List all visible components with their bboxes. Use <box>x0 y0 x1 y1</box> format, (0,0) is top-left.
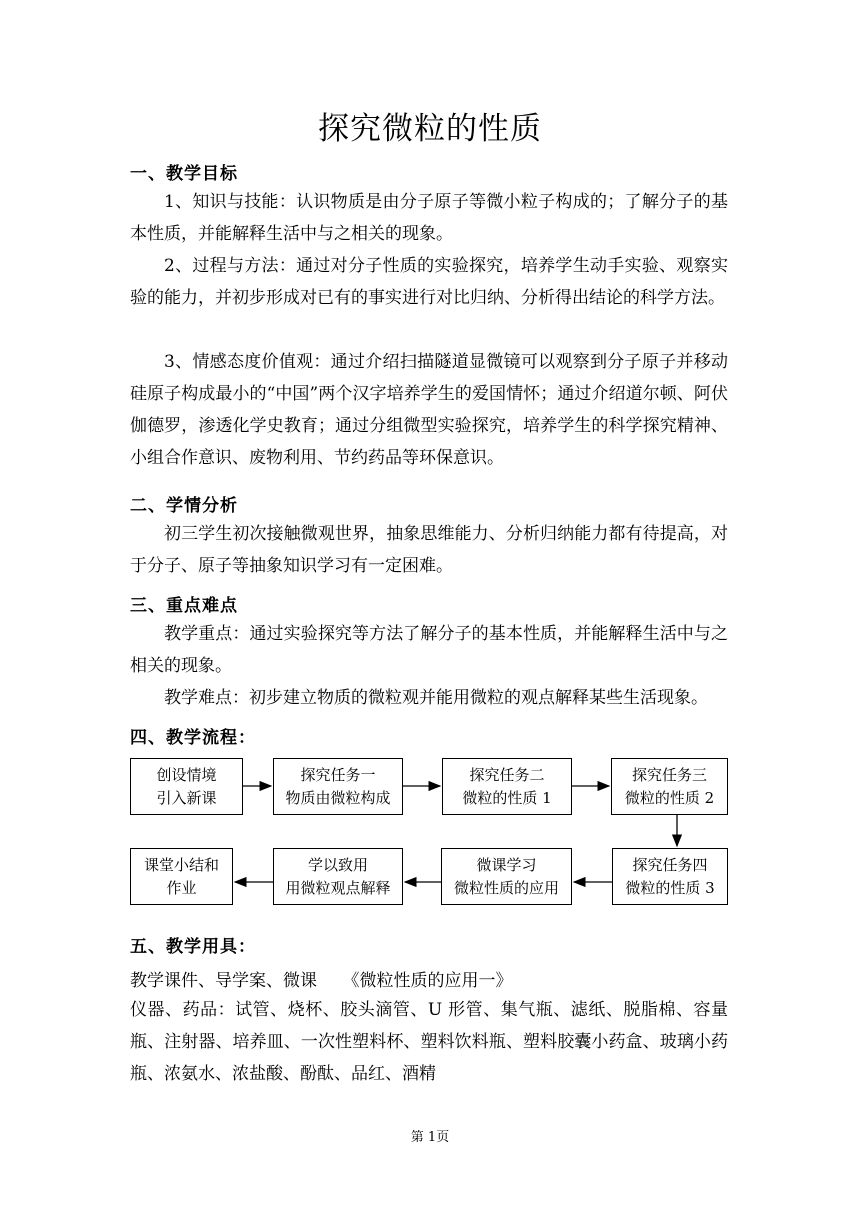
flow-box-line: 创设情境 <box>156 765 217 784</box>
flow-box-line: 微粒性质的应用 <box>453 878 559 897</box>
flow-box-line: 课堂小结和 <box>143 855 219 874</box>
flow-box-micro-lesson <box>441 848 572 905</box>
flow-box-line: 探究任务四 <box>632 855 708 874</box>
flow-box-line: 微课学习 <box>476 855 537 874</box>
objective-process-paragraph: 2、过程与方法：通过对分子性质的实验探究，培养学生动手实验、观察实验的能力，并初步形成对已有的事实进行对比归纳、分析得出结论的科学方法。 <box>130 256 728 308</box>
objective-emotion-paragraph: 3、情感态度价值观：通过介绍扫描隧道显微镜可以观察到分子原子并移动硅原子构成最小的“中国”两个汉字培养学生的爱国情怀；通过介绍道尔顿、阿伏伽德罗，渗透化学史教育；通过分组微型实验探究，培养学生的科学探究精神、小组合作意识、废物利用、节约药品等环保意识。 <box>130 352 728 468</box>
heading-teaching-tools: 五、教学用具： <box>130 937 256 957</box>
page-title: 探究微粒的性质 <box>318 111 542 147</box>
heading-teaching-objectives: 一、教学目标 <box>130 164 238 184</box>
flow-box-line: 探究任务三 <box>631 765 707 784</box>
page-number: 第 1页 <box>410 1130 450 1145</box>
flow-box-line: 探究任务一 <box>300 765 376 784</box>
objective-knowledge-paragraph: 1、知识与技能：认识物质是由分子原子等微小粒子构成的；了解分子的基本性质，并能解释生活中与之相关的现象。 <box>130 192 728 244</box>
flow-box-intro <box>130 758 243 815</box>
student-analysis-paragraph: 初三学生初次接触微观世界，抽象思维能力、分析归纳能力都有待提高，对于分子、原子等抽象知识学习有一定困难。 <box>130 524 728 576</box>
flow-box-task-4 <box>612 848 728 905</box>
heading-student-analysis: 二、学情分析 <box>130 496 238 516</box>
flow-box-line: 微粒的性质 2 <box>624 788 715 807</box>
flow-box-line: 探究任务二 <box>469 765 545 784</box>
flow-box-application <box>273 848 403 905</box>
teaching-materials-line: 教学课件、导学案、微课 《微粒性质的应用一》 <box>130 971 513 991</box>
difficulty-paragraph: 教学难点：初步建立物质的微粒观并能用微粒的观点解释某些生活现象。 <box>164 688 708 708</box>
flow-box-task-2 <box>442 758 572 815</box>
flow-box-summary <box>130 848 233 905</box>
flow-box-line: 用微粒观点解释 <box>285 878 391 897</box>
flow-box-line: 微粒的性质 3 <box>625 878 715 897</box>
instruments-paragraph: 仪器、药品：试管、烧杯、胶头滴管、U 形管、集气瓶、滤纸、脱脂棉、容量瓶、注射器、培养皿、一次性塑料杯、塑料饮料瓶、塑料胶囊小药盒、玻璃小药瓶、浓氨水、浓盐酸、酚酞、品红、酒精 <box>130 1000 728 1084</box>
flow-box-line: 学以致用 <box>307 855 368 874</box>
flow-box-task-1 <box>273 758 403 815</box>
flow-box-line: 物质由微粒构成 <box>285 788 391 807</box>
heading-teaching-flow: 四、教学流程： <box>130 728 256 748</box>
flow-box-line: 作业 <box>166 878 197 897</box>
flow-box-line: 引入新课 <box>156 788 217 807</box>
heading-key-points: 三、重点难点 <box>130 596 238 616</box>
flow-box-line: 微粒的性质 1 <box>462 788 552 807</box>
flow-box-task-3 <box>611 758 728 815</box>
key-point-paragraph: 教学重点：通过实验探究等方法了解分子的基本性质，并能解释生活中与之相关的现象。 <box>130 624 728 676</box>
